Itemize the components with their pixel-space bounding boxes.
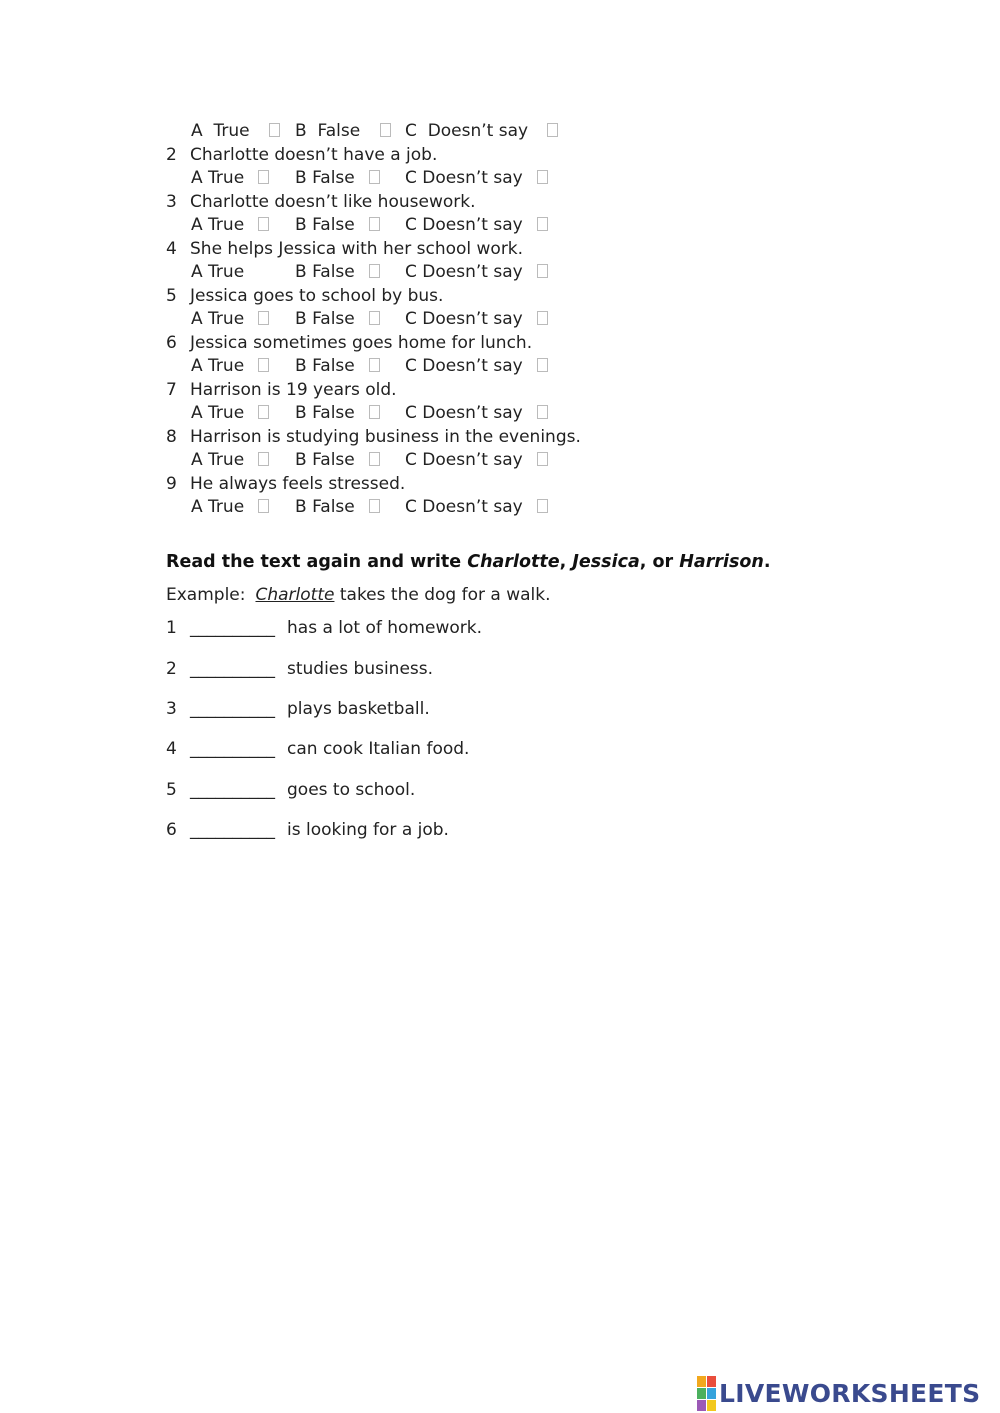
option-c[interactable]: C Doesn’t say <box>405 496 548 520</box>
options-row <box>166 120 866 144</box>
option-b[interactable]: B False <box>295 402 380 426</box>
item-text: is looking for a job. <box>287 820 449 840</box>
checkbox-icon[interactable] <box>369 452 380 466</box>
option-a[interactable]: A True <box>191 308 269 332</box>
answer-blank[interactable]: __________ <box>190 780 275 800</box>
options-row <box>166 214 866 238</box>
option-a[interactable]: A True <box>191 402 269 426</box>
checkbox-icon[interactable] <box>547 123 558 137</box>
logo-square <box>697 1400 706 1411</box>
option-a[interactable]: A True <box>191 120 280 144</box>
question-number: 8 <box>166 426 177 447</box>
answer-blank[interactable]: __________ <box>190 739 275 759</box>
options-row <box>166 402 866 426</box>
checkbox-icon[interactable] <box>537 217 548 231</box>
checkbox-icon[interactable] <box>258 217 269 231</box>
answer-blank[interactable]: __________ <box>190 659 275 679</box>
question-number: 6 <box>166 332 177 353</box>
item-number: 4 <box>166 739 177 759</box>
question-text: Jessica goes to school by bus. <box>190 285 444 306</box>
option-c[interactable]: C Doesn’t say <box>405 261 548 285</box>
question-number: 2 <box>166 144 177 165</box>
logo-square <box>707 1400 716 1411</box>
checkbox-icon[interactable] <box>369 217 380 231</box>
logo-square <box>697 1388 706 1399</box>
logo-square <box>707 1388 716 1399</box>
question-text: Harrison is 19 years old. <box>190 379 397 400</box>
checkbox-icon[interactable] <box>537 358 548 372</box>
option-a[interactable]: A True <box>191 496 269 520</box>
question-row <box>166 144 866 168</box>
option-b[interactable]: B False <box>295 496 380 520</box>
checkbox-icon[interactable] <box>369 499 380 513</box>
logo-squares-icon <box>697 1376 716 1411</box>
liveworksheets-logo: LIVEWORKSHEETS <box>697 1378 980 1408</box>
item-number: 2 <box>166 659 177 679</box>
example-line: Example: Charlotte takes the dog for a walk. <box>166 585 551 605</box>
question-row <box>166 285 866 309</box>
question-number: 5 <box>166 285 177 306</box>
checkbox-icon[interactable] <box>537 405 548 419</box>
option-c[interactable]: C Doesn’t say <box>405 214 548 238</box>
checkbox-icon[interactable] <box>269 123 280 137</box>
item-number: 6 <box>166 820 177 840</box>
checkbox-icon[interactable] <box>369 311 380 325</box>
answer-blank[interactable]: __________ <box>190 820 275 840</box>
logo-square <box>707 1376 716 1387</box>
checkbox-icon[interactable] <box>537 311 548 325</box>
section-heading: Read the text again and write Charlotte, Jessica, or Harrison. <box>166 552 771 572</box>
question-text: Charlotte doesn’t like housework. <box>190 191 476 212</box>
checkbox-icon[interactable] <box>258 170 269 184</box>
option-b[interactable]: B False <box>295 167 380 191</box>
option-a[interactable]: A True <box>191 167 269 191</box>
options-row <box>166 496 866 520</box>
checkbox-icon[interactable] <box>258 311 269 325</box>
checkbox-icon[interactable] <box>380 123 391 137</box>
option-c[interactable]: C Doesn’t say <box>405 355 548 379</box>
checkbox-icon[interactable] <box>258 499 269 513</box>
option-b[interactable]: B False <box>295 355 380 379</box>
option-c[interactable]: C Doesn’t say <box>405 402 548 426</box>
checkbox-icon[interactable] <box>369 405 380 419</box>
option-a[interactable]: A True <box>191 214 269 238</box>
question-text: She helps Jessica with her school work. <box>190 238 524 259</box>
option-a[interactable]: A True <box>191 355 269 379</box>
item-text: studies business. <box>287 659 434 679</box>
option-b[interactable]: B False <box>295 308 380 332</box>
checkbox-icon[interactable] <box>258 405 269 419</box>
option-b[interactable]: B False <box>295 120 391 144</box>
options-row <box>166 449 866 473</box>
question-number: 9 <box>166 473 177 494</box>
item-number: 1 <box>166 618 177 638</box>
question-text: Harrison is studying business in the evenings. <box>190 426 581 447</box>
checkbox-icon[interactable] <box>258 358 269 372</box>
item-text: plays basketball. <box>287 699 430 719</box>
checkbox-icon[interactable] <box>537 264 548 278</box>
question-number: 3 <box>166 191 177 212</box>
checkbox-icon[interactable] <box>537 499 548 513</box>
checkbox-icon[interactable] <box>369 264 380 278</box>
item-text: can cook Italian food. <box>287 739 470 759</box>
option-c[interactable]: C Doesn’t say <box>405 449 548 473</box>
options-row <box>166 308 866 332</box>
option-b[interactable]: B False <box>295 214 380 238</box>
checkbox-icon[interactable] <box>369 170 380 184</box>
logo-square <box>697 1376 706 1387</box>
option-a[interactable]: A True <box>191 261 269 285</box>
options-row <box>166 355 866 379</box>
question-row <box>166 379 866 403</box>
item-number: 5 <box>166 780 177 800</box>
checkbox-icon[interactable] <box>369 358 380 372</box>
option-b[interactable]: B False <box>295 449 380 473</box>
question-row <box>166 473 866 497</box>
option-c[interactable]: C Doesn’t say <box>405 308 548 332</box>
question-text: Jessica sometimes goes home for lunch. <box>190 332 533 353</box>
question-number: 7 <box>166 379 177 400</box>
question-text: Charlotte doesn’t have a job. <box>190 144 438 165</box>
options-row <box>166 261 866 285</box>
checkbox-icon[interactable] <box>258 264 269 278</box>
item-text: goes to school. <box>287 780 416 800</box>
checkbox-icon[interactable] <box>258 452 269 466</box>
true-false-section <box>166 120 866 520</box>
question-row <box>166 238 866 262</box>
question-row <box>166 332 866 356</box>
options-row <box>166 167 866 191</box>
answer-blank[interactable]: __________ <box>190 618 275 638</box>
checkbox-icon[interactable] <box>537 170 548 184</box>
question-text: He always feels stressed. <box>190 473 406 494</box>
option-b[interactable]: B False <box>295 261 380 285</box>
option-a[interactable]: A True <box>191 449 269 473</box>
answer-blank[interactable]: __________ <box>190 699 275 719</box>
item-number: 3 <box>166 699 177 719</box>
item-text: has a lot of homework. <box>287 618 482 638</box>
question-row <box>166 426 866 450</box>
option-c[interactable]: C Doesn’t say <box>405 167 548 191</box>
question-row <box>166 191 866 215</box>
question-number: 4 <box>166 238 177 259</box>
checkbox-icon[interactable] <box>537 452 548 466</box>
option-c[interactable]: C Doesn’t say <box>405 120 558 144</box>
